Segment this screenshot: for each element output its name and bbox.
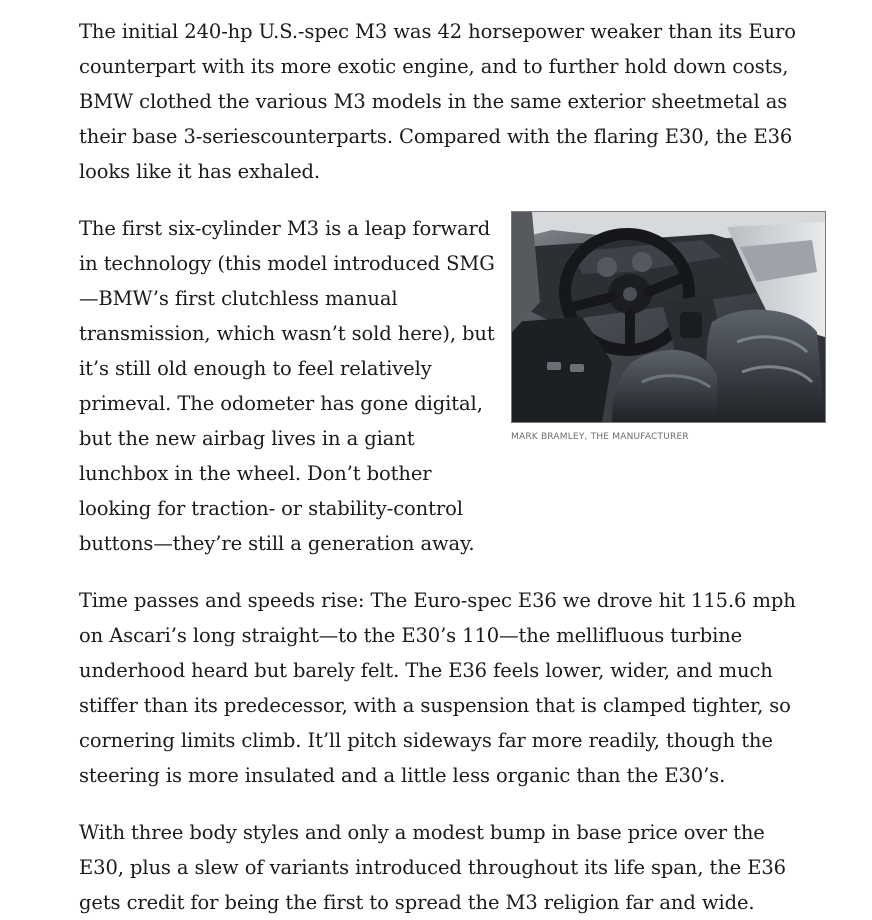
car-interior-photo — [511, 211, 826, 423]
article-paragraph-2: The first six-cylinder M3 is a leap forward in technology (this model introduced SMG—BMW’s first clutchless manual transmission, which wasn’t sold here), but it’s still old enough to feel relatively primeval. The odometer has gone digital, but the new airbag lives in a giant lunchbox in the wheel. Don’t bother looking for traction- or stability-control buttons—they’re still a generation away. — [79, 217, 495, 555]
article-figure — [511, 211, 826, 442]
article-paragraph-4: With three body styles and only a modest bump in base price over the E30, plus a slew of variants introduced throughout its life span, the E36 gets credit for being the first to spread the M3 religion far and wide. — [79, 821, 786, 914]
article-body — [79, 14, 799, 920]
paragraph-with-figure — [79, 211, 799, 561]
article-paragraph-3: Time passes and speeds rise: The Euro-spec E36 we drove hit 115.6 mph on Ascari’s long straight—to the E30’s 110—the mellifluous turbine underhood heard but barely felt. The E36 feels lower, wider, and much stiffer than its predecessor, with a suspension that is clamped tighter, so cornering limits climb. It’ll pitch sideways far more readily, though the steering is more insulated and a little less organic than the E30’s. — [79, 589, 796, 787]
article-paragraph-1: The initial 240-hp U.S.-spec M3 was 42 horsepower weaker than its Euro counterpart with its more exotic engine, and to further hold down costs, BMW clothed the various M3 models in the same exterior sheetmetal as their base 3-seriescounterparts. Compared with the flaring E30, the E36 looks like it has exhaled. — [79, 20, 796, 183]
figure-caption: MARK BRAMLEY, THE MANUFACTURER — [511, 432, 689, 442]
